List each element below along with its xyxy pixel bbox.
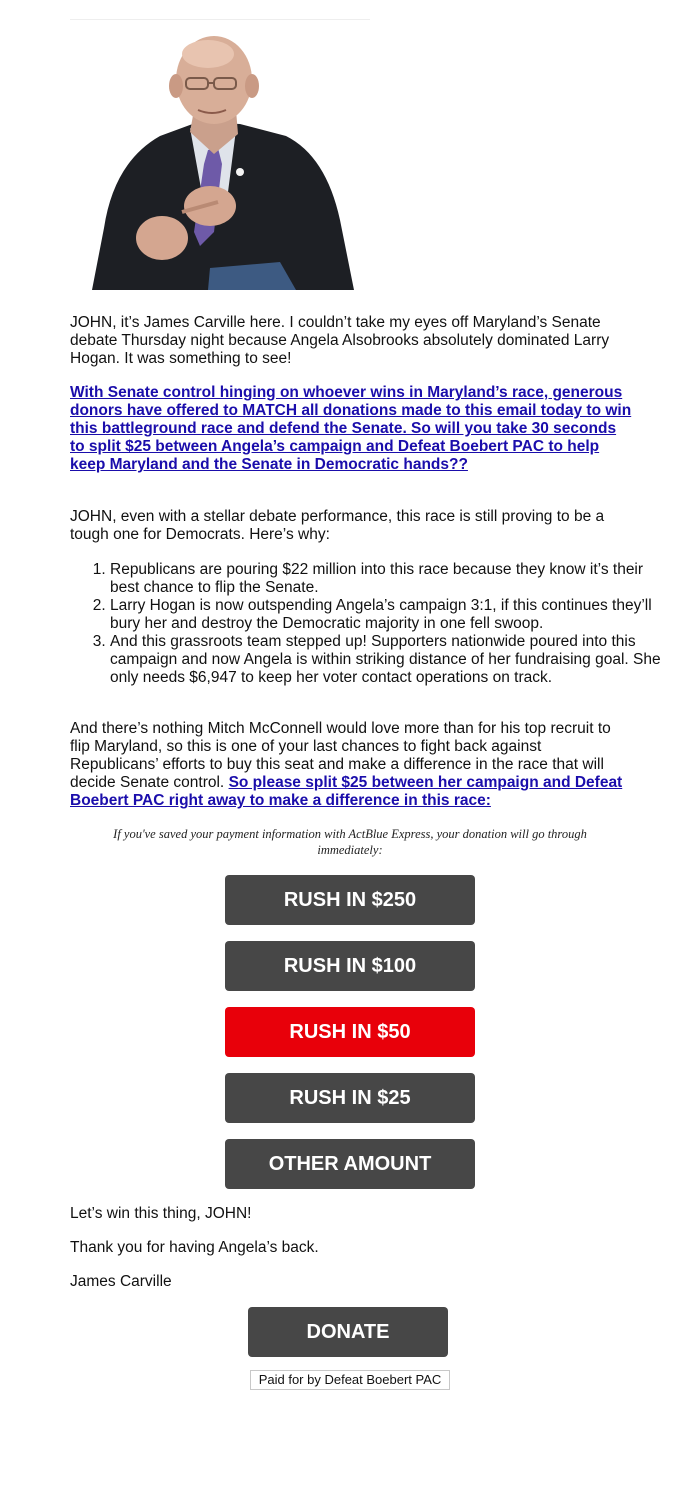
rush-100-button[interactable]: RUSH IN $100: [225, 941, 475, 991]
match-appeal-link[interactable]: With Senate control hinging on whoever wins in Maryland’s race, generous donors have offered to MATCH all donations made to this email today to win this battleground race and defend the Senate. So will you take 30 seconds to split $25 between Angela’s campaign and Defeat Boebert PAC to help keep Maryland and the Senate in Democratic hands??: [70, 384, 632, 473]
paid-for-disclaimer: Paid for by Defeat Boebert PAC: [250, 1370, 450, 1390]
rush-250-button[interactable]: RUSH IN $250: [225, 875, 475, 925]
list-item: 3. And this grassroots team stepped up! Supporters nationwide poured into this campaign and now Angela is within striking distance of her fundraising goal. She only needs $6,947 to keep her voter contact operations on track.: [110, 633, 672, 687]
actblue-note: If you've saved your payment information with ActBlue Express, your donation will go through immediately:: [113, 827, 587, 857]
match-paragraph: [70, 384, 632, 474]
mcconnell-text: And there’s nothing Mitch McConnell would love more than for his top recruit to flip Maryland, so this is one of your last chances to fight back against Republicans’ efforts to buy this seat and make a difference in the race that will decide Senate control.: [70, 720, 611, 791]
why-intro-paragraph: JOHN, even with a stellar debate performance, this race is still proving to be a tough one for Democrats. Here’s why:: [70, 508, 605, 543]
closing-line-2: Thank you for having Angela’s back.: [70, 1239, 319, 1256]
signature: James Carville: [70, 1273, 172, 1290]
closing-line-1: Let’s win this thing, JOHN!: [70, 1205, 252, 1222]
list-item: 2. Larry Hogan is now outspending Angela’s campaign 3:1, if this continues they’ll bury her and destroy the Democratic majority in one fell swoop.: [110, 597, 672, 633]
reasons-list: [70, 561, 672, 687]
mcconnell-paragraph: [70, 720, 632, 810]
rush-25-button[interactable]: RUSH IN $25: [225, 1073, 475, 1123]
other-amount-button[interactable]: OTHER AMOUNT: [225, 1139, 475, 1189]
rush-50-button[interactable]: RUSH IN $50: [225, 1007, 475, 1057]
donate-button[interactable]: DONATE: [248, 1307, 448, 1357]
carville-photo: [90, 32, 356, 292]
top-divider: [70, 19, 370, 20]
list-item: 1. Republicans are pouring $22 million into this race because they know it’s their best chance to flip the Senate.: [110, 561, 672, 597]
intro-paragraph: JOHN, it’s James Carville here. I couldn’t take my eyes off Maryland’s Senate debate Thursday night because Angela Alsobrooks absolutely dominated Larry Hogan. It was something to see!: [70, 314, 610, 367]
split-donation-link[interactable]: So please split $25 between her campaign and Defeat Boebert PAC right away to make a difference in this race:: [70, 774, 623, 809]
